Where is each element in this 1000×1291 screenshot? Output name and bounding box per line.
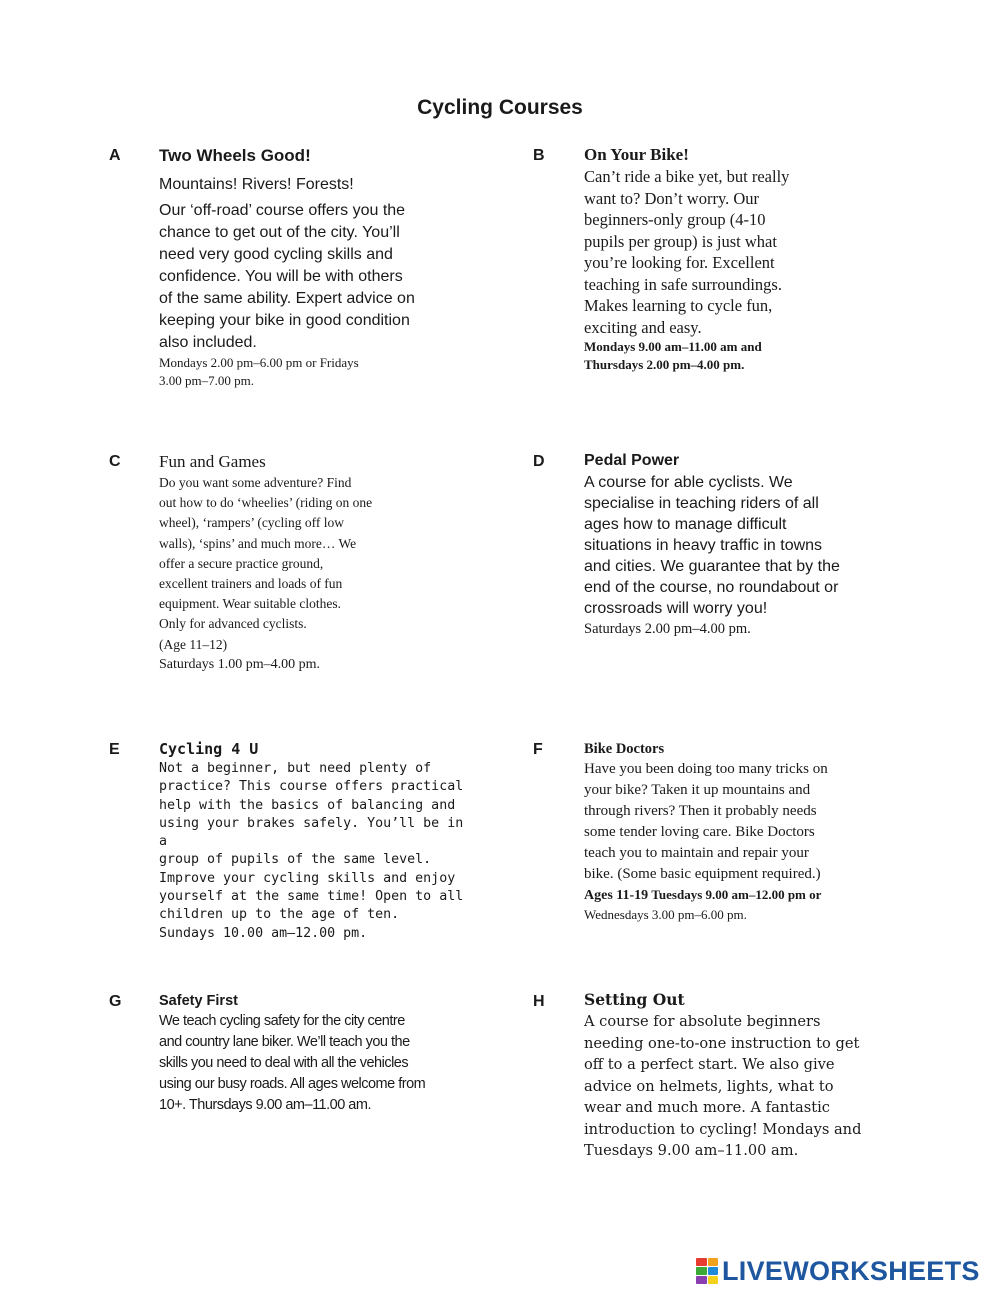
- page-title: Cycling Courses: [417, 96, 583, 119]
- badge-square: [696, 1276, 707, 1284]
- course-g: [159, 991, 469, 1116]
- logo-text: LIVEWORKSHEETS: [722, 1255, 980, 1286]
- description-line: exciting and easy.: [584, 317, 702, 337]
- course-b: [584, 144, 884, 374]
- course-title: Setting Out: [584, 990, 685, 1009]
- course-schedule: [584, 885, 894, 924]
- description-line: beginners-only group (4-10: [584, 210, 766, 229]
- badge-square: [708, 1258, 719, 1266]
- course-f: [584, 739, 894, 924]
- course-description: [159, 1011, 469, 1116]
- course-letter-f: F: [533, 741, 543, 758]
- course-description: [584, 759, 894, 885]
- description-line: Only for advanced cyclists.: [159, 616, 307, 632]
- badge-square: [708, 1267, 719, 1275]
- description-line: you’re looking for. Excellent: [584, 253, 775, 272]
- schedule-line: Mondays 9.00 am–11.00 am and: [584, 339, 762, 354]
- description-line: through rivers? Then it probably needs: [584, 803, 817, 819]
- description-line: using your brakes safely. You’ll be in a: [159, 815, 464, 850]
- schedule-line: Saturdays 2.00 pm–4.00 pm.: [584, 621, 751, 637]
- schedule-line: Sundays 10.00 am–12.00 pm.: [159, 925, 368, 941]
- badge-square: [696, 1267, 707, 1275]
- schedule-line: Saturdays 1.00 pm–4.00 pm.: [159, 656, 320, 672]
- course-e: [159, 738, 479, 943]
- badge-square: [696, 1258, 707, 1266]
- course-letter-b: B: [533, 147, 545, 164]
- schedule-time: Tuesdays 9.00 am–12.00 pm or: [651, 887, 822, 902]
- description-line: also included.: [159, 334, 257, 351]
- description-line: We teach cycling safety for the city centre: [159, 1013, 405, 1029]
- course-h: [584, 989, 894, 1162]
- description-line: need very good cycling skills and: [159, 246, 393, 263]
- description-line: wear and much more. A fantastic: [584, 1099, 830, 1116]
- description-line: and cities. We guarantee that by the: [584, 558, 840, 575]
- description-line: Improve your cycling skills and enjoy: [159, 870, 456, 886]
- description-line: wheel), ‘rampers’ (cycling off low: [159, 515, 345, 531]
- course-letter-a: A: [109, 147, 121, 164]
- description-line: your bike? Taken it up mountains and: [584, 782, 811, 798]
- course-description: [584, 166, 884, 338]
- description-line: teach you to maintain and repair your: [584, 845, 809, 861]
- description-line: off to a perfect start. We also give: [584, 1056, 835, 1073]
- description-line: crossroads will worry you!: [584, 600, 768, 617]
- course-schedule: [159, 655, 469, 675]
- description-line: group of pupils of the same level.: [159, 852, 432, 868]
- description-line: out how to do ‘wheelies’ (riding on one: [159, 495, 373, 511]
- badge-square: [708, 1276, 719, 1284]
- description-line: A course for able cyclists. We: [584, 474, 793, 491]
- description-line: A course for absolute beginners: [584, 1013, 821, 1030]
- schedule-line: Mondays 2.00 pm–6.00 pm or Fridays: [159, 355, 359, 370]
- description-line: excellent trainers and loads of fun: [159, 576, 343, 592]
- schedule-line: Wednesdays 3.00 pm–6.00 pm.: [584, 907, 747, 922]
- course-description: [584, 1011, 894, 1162]
- course-description: [159, 200, 499, 354]
- description-line: Can’t ride a bike yet, but really: [584, 167, 790, 186]
- description-line: introduction to cycling! Mondays and: [584, 1120, 862, 1138]
- logo-badge-icon: [696, 1258, 718, 1284]
- course-title: On Your Bike!: [584, 145, 689, 164]
- schedule-line: [584, 885, 894, 905]
- description-line: Our ‘off-road’ course offers you the: [159, 202, 406, 219]
- course-letter-e: E: [109, 741, 120, 758]
- description-line: Not a beginner, but need plenty of: [159, 761, 432, 776]
- description-line: confidence. You will be with others: [159, 268, 403, 285]
- description-line: specialise in teaching riders of all: [584, 495, 819, 512]
- course-schedule: [584, 619, 894, 639]
- description-line: children up to the age of ten.: [159, 907, 400, 923]
- description-line: Have you been doing too many tricks on: [584, 761, 828, 777]
- age-range: Ages 11-19: [584, 888, 649, 903]
- course-title: Two Wheels Good!: [159, 146, 311, 165]
- description-line: Do you want some adventure? Find: [159, 475, 352, 490]
- description-line: walls), ‘spins’ and much more… We: [159, 535, 357, 551]
- description-line: advice on helmets, lights, what to: [584, 1077, 834, 1095]
- course-description: [159, 473, 469, 655]
- description-line: yourself at the same time! Open to all: [159, 889, 464, 905]
- description-line: want to? Don’t worry. Our: [584, 188, 760, 208]
- liveworksheets-logo[interactable]: [696, 1254, 980, 1288]
- course-title: Bike Doctors: [584, 741, 665, 757]
- course-description: [584, 472, 894, 619]
- course-schedule: [584, 338, 884, 374]
- description-line: using our busy roads. All ages welcome from: [159, 1076, 426, 1092]
- description-line: chance to get out of the city. You’ll: [159, 224, 400, 241]
- course-letter-d: D: [533, 453, 545, 470]
- description-line: equipment. Wear suitable clothes.: [159, 596, 341, 612]
- course-description: [159, 760, 479, 943]
- schedule-line: 3.00 pm–7.00 pm.: [159, 373, 254, 388]
- description-line: needing one-to-one instruction to get: [584, 1034, 860, 1052]
- description-line: pupils per group) is just what: [584, 231, 777, 251]
- description-line: some tender loving care. Bike Doctors: [584, 824, 815, 840]
- course-letter-h: H: [533, 993, 545, 1010]
- course-subtitle: Mountains! Rivers! Forests!: [159, 176, 354, 193]
- course-schedule: [159, 354, 499, 390]
- course-title: Safety First: [159, 993, 238, 1009]
- description-line: Makes learning to cycle fun,: [584, 296, 773, 315]
- description-line: help with the basics of balancing and: [159, 797, 456, 813]
- course-title: Fun and Games: [159, 452, 266, 471]
- course-title: Pedal Power: [584, 452, 680, 469]
- schedule-line: Thursdays 2.00 pm–4.00 pm.: [584, 357, 745, 372]
- description-line: keeping your bike in good condition: [159, 312, 410, 329]
- description-line: of the same ability. Expert advice on: [159, 290, 415, 307]
- description-line: offer a secure practice ground,: [159, 555, 324, 571]
- description-line: bike. (Some basic equipment required.): [584, 866, 821, 882]
- description-line: end of the course, no roundabout or: [584, 579, 839, 596]
- description-line: practice? This course offers practical: [159, 779, 464, 795]
- description-line: ages how to manage difficult: [584, 516, 787, 533]
- description-line: situations in heavy traffic in towns: [584, 537, 823, 554]
- course-title: Cycling 4 U: [159, 740, 259, 758]
- description-line: Tuesdays 9.00 am–11.00 am.: [584, 1142, 799, 1159]
- description-line: teaching in safe surroundings.: [584, 274, 782, 294]
- description-line: 10+. Thursdays 9.00 am–11.00 am.: [159, 1097, 371, 1113]
- course-letter-c: C: [109, 453, 121, 470]
- description-line: and country lane biker. We’ll teach you the: [159, 1034, 410, 1050]
- description-line: skills you need to deal with all the vehicles: [159, 1055, 409, 1071]
- course-letter-g: G: [109, 993, 122, 1010]
- course-d: [584, 450, 894, 639]
- course-a: [159, 144, 499, 390]
- description-line: (Age 11–12): [159, 636, 228, 652]
- course-c: [159, 451, 469, 675]
